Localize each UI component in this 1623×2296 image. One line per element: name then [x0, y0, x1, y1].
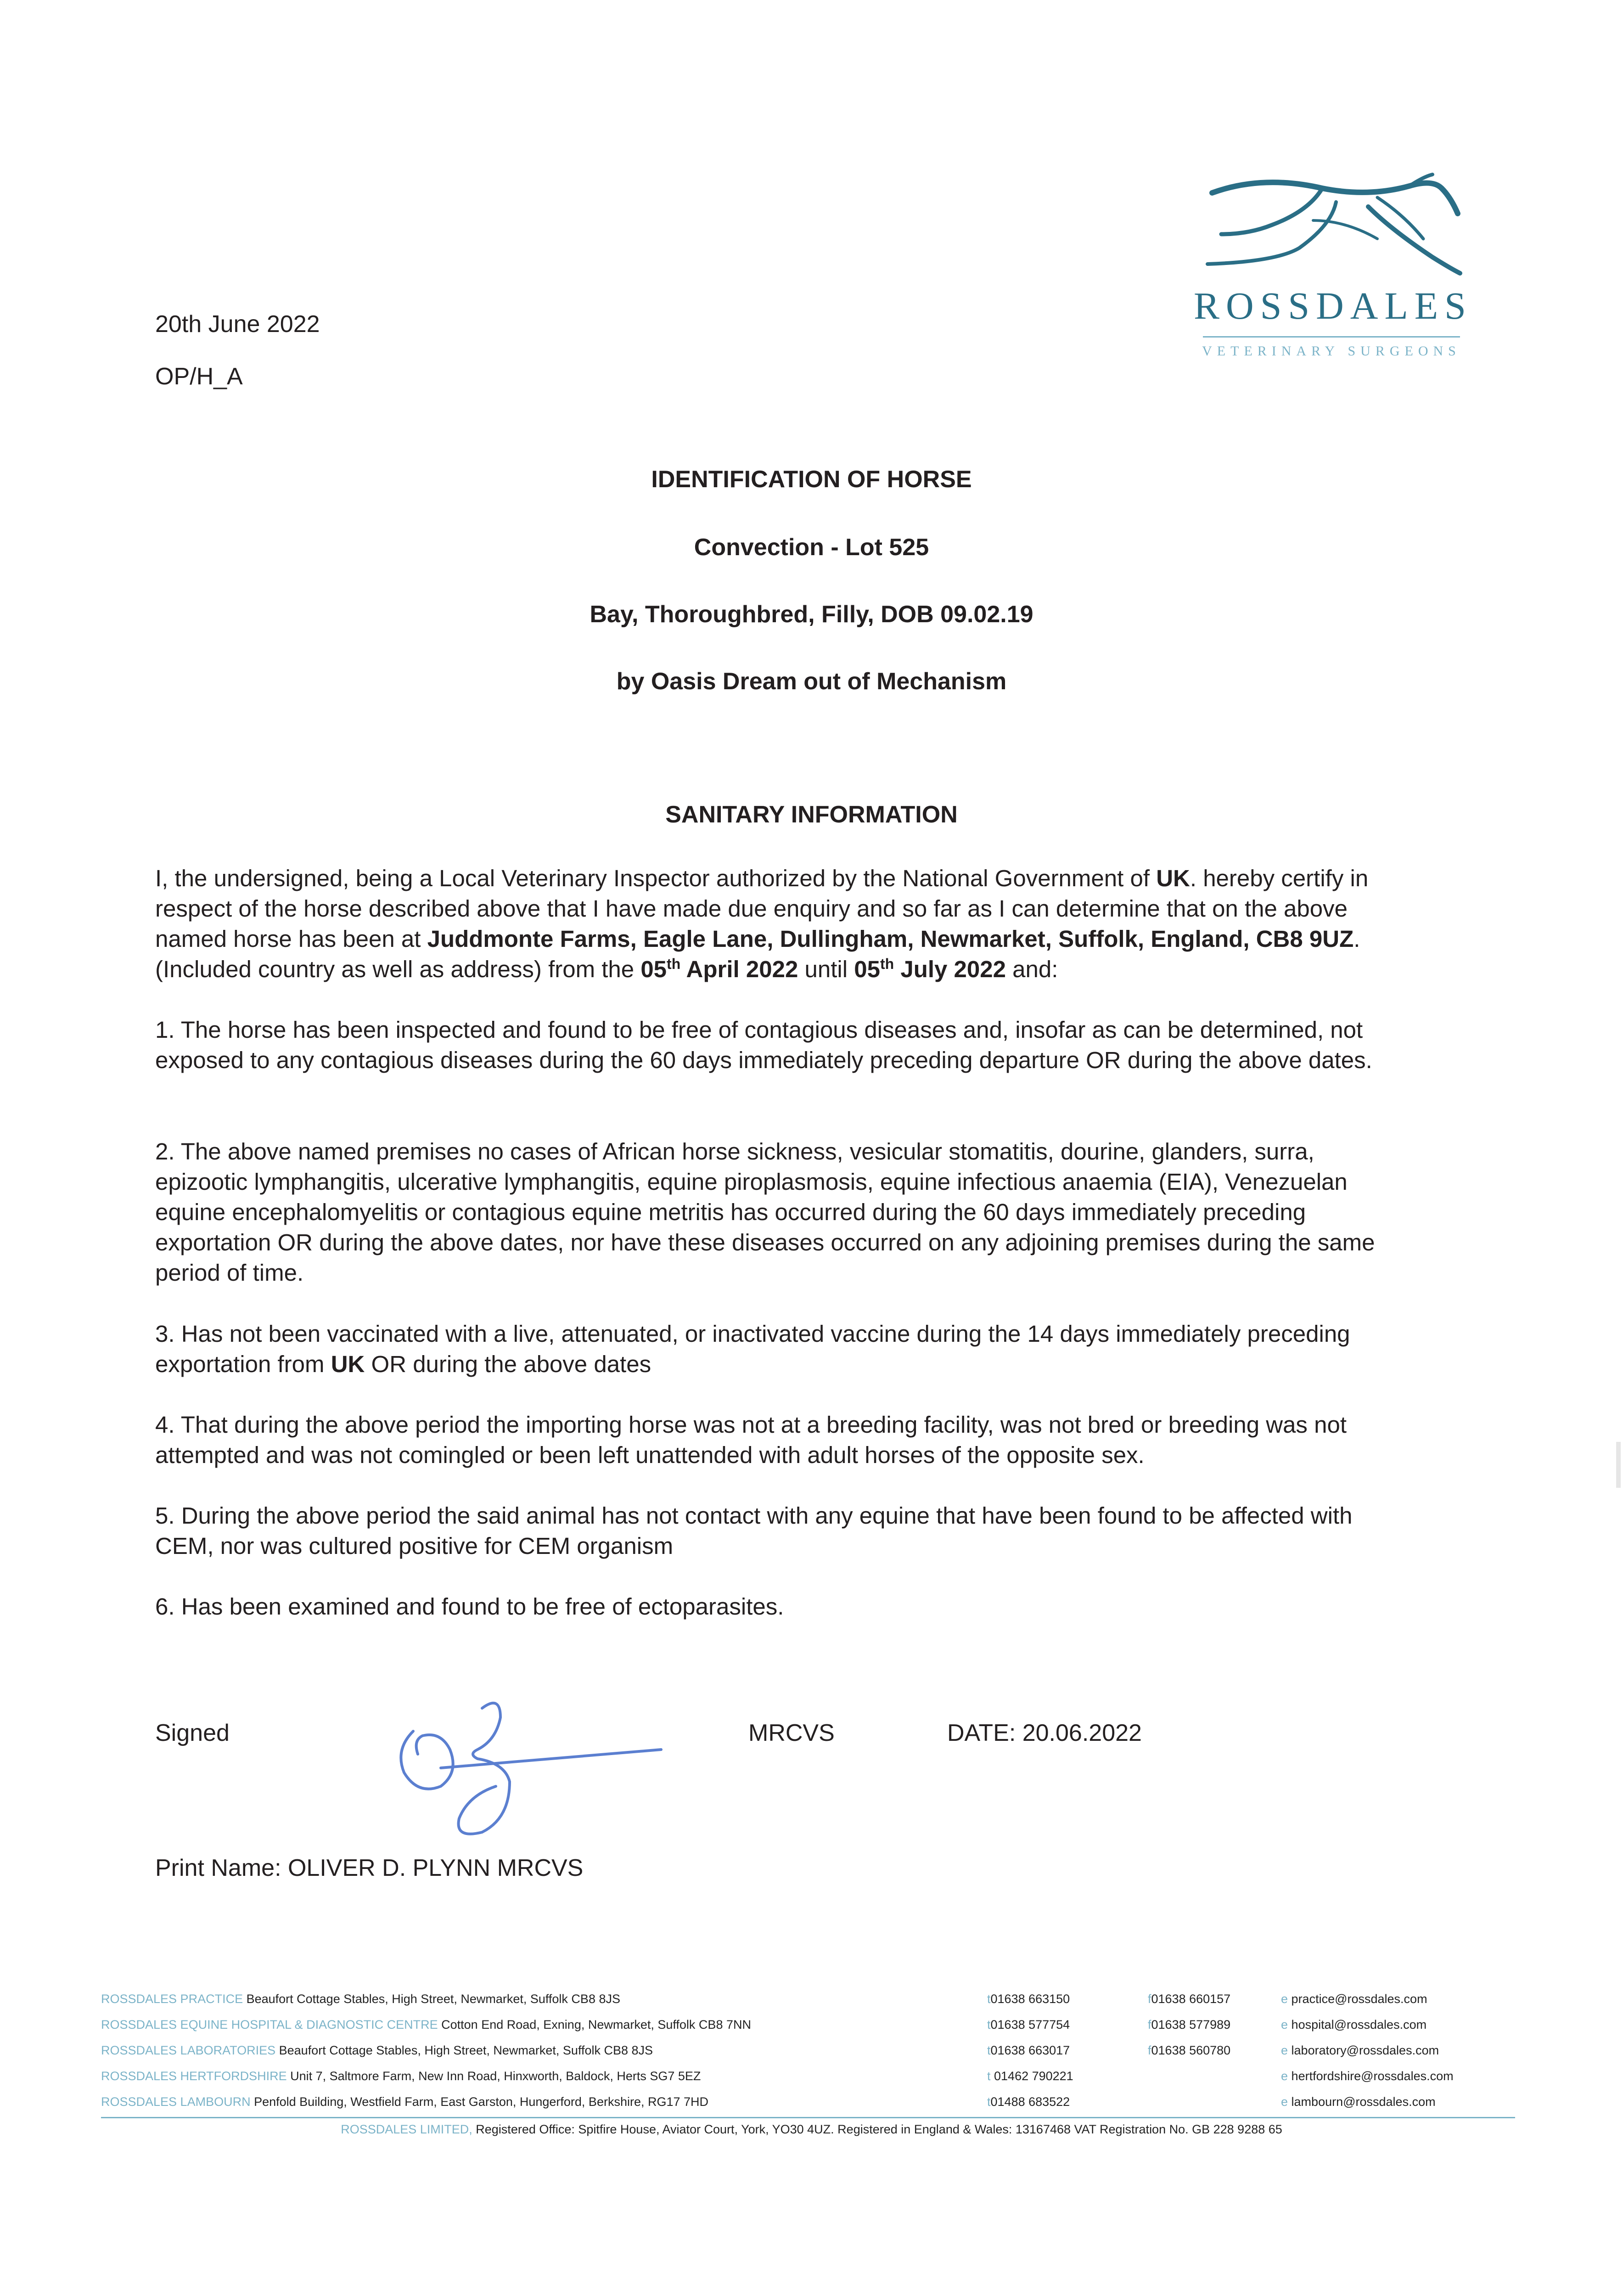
condition-item-4: 4. That during the above period the importing horse was not at a breeding facility, was not bred or breeding was not attempted and was not comingled or been left unattended with adult horses of the opposite sex.: [155, 1412, 1347, 1468]
footer-email-lambourn[interactable]: e lambourn@rossdales.com: [1281, 2095, 1436, 2109]
letter-date: 20th June 2022: [155, 311, 320, 338]
intro-text: . hereby certify in respect of the horse described above that I have made due enquiry and so far as I can determine that on the above named horse has been at: [155, 865, 1369, 952]
footer-fax-practice: f01638 660157: [1148, 1992, 1231, 2006]
from-date: 05th April 2022: [640, 956, 798, 982]
footer-tel-laboratories: t01638 663017: [987, 2043, 1070, 2057]
intro-text: I, the undersigned, being a Local Veterinary Inspector authorized by the National Government of: [155, 865, 1157, 891]
intro-country: UK: [1156, 865, 1190, 891]
logo-divider: [1203, 336, 1460, 338]
footer-email-hertfordshire[interactable]: e hertfordshire@rossdales.com: [1281, 2069, 1454, 2083]
condition-item-2: 2. The above named premises no cases of African horse sickness, vesicular stomatitis, dourine, glanders, surra, epizootic lymphangitis, ulcerative lymphangitis, equine piroplasmosis, equine infectious anaemia (EIA), Venezuelan equine encephalomyelitis or contagious equine metritis has occurred during the 60 days immediately preceding exportation OR during the above dates, nor have these diseases occurred on any adjoining premises during the same period of time.: [155, 1138, 1375, 1286]
signature-date: DATE: 20.06.2022: [947, 1720, 1142, 1746]
horse-pedigree: by Oasis Dream out of Mechanism: [616, 668, 1007, 695]
footer-address-lambourn: ROSSDALES LAMBOURN Penfold Building, Westfield Farm, East Garston, Hungerford, Berkshire, RG17 7HD: [101, 2095, 709, 2109]
condition-item-3: 3. Has not been vaccinated with a live, attenuated, or inactivated vaccine during the 14 days immediately preceding exportation from UK OR during the above dates: [155, 1321, 1350, 1377]
horse-logo-icon: [1194, 170, 1469, 280]
footer-fax-laboratories: f01638 560780: [1148, 2043, 1231, 2057]
intro-text: until: [798, 956, 854, 982]
footer-divider: [101, 2117, 1515, 2118]
footer-address-hertfordshire: ROSSDALES HERTFORDSHIRE Unit 7, Saltmore Farm, New Inn Road, Hinxworth, Baldock, Herts SG7 5EZ: [101, 2069, 701, 2083]
rossdales-logo: [1194, 170, 1472, 372]
intro-text: and:: [1006, 956, 1058, 982]
footer-email-practice[interactable]: e practice@rossdales.com: [1281, 1992, 1427, 2006]
condition-item-1: 1. The horse has been inspected and found to be free of contagious diseases and, insofar as can be determined, not exposed to any contagious diseases during the 60 days immediately preceding departure OR during the above dates.: [155, 1017, 1372, 1073]
footer-tel-practice: t01638 663150: [987, 1992, 1070, 2006]
condition-item-6: 6. Has been examined and found to be free of ectoparasites.: [155, 1593, 784, 1620]
footer-address-laboratories: ROSSDALES LABORATORIES Beaufort Cottage Stables, High Street, Newmarket, Suffolk CB8 8JS: [101, 2043, 653, 2057]
footer-email-hospital[interactable]: e hospital@rossdales.com: [1281, 2018, 1427, 2032]
footer-email-laboratories[interactable]: e laboratory@rossdales.com: [1281, 2043, 1439, 2057]
signed-label: Signed: [155, 1720, 230, 1746]
footer-tel-hertfordshire: t 01462 790221: [987, 2069, 1073, 2083]
until-date: 05th July 2022: [854, 956, 1006, 982]
sanitary-heading: SANITARY INFORMATION: [665, 801, 958, 828]
footer-tel-lambourn: t01488 683522: [987, 2095, 1070, 2109]
print-name: Print Name: OLIVER D. PLYNN MRCVS: [155, 1855, 584, 1881]
footer-address-hospital: ROSSDALES EQUINE HOSPITAL & DIAGNOSTIC CENTRE Cotton End Road, Exning, Newmarket, Suffolk CB8 7NN: [101, 2018, 751, 2032]
mrcvs-label: MRCVS: [748, 1720, 835, 1746]
footer-fax-hospital: f01638 577989: [1148, 2018, 1231, 2032]
letter-reference: OP/H_A: [155, 363, 243, 390]
scan-edge-mark: [1616, 1442, 1621, 1488]
logo-subtitle: VETERINARY SURGEONS: [1202, 343, 1461, 359]
footer-tel-hospital: t01638 577754: [987, 2018, 1070, 2032]
logo-name: ROSSDALES: [1194, 285, 1472, 327]
horse-description: Bay, Thoroughbred, Filly, DOB 09.02.19: [590, 601, 1033, 628]
certification-intro: [155, 863, 1395, 985]
identification-heading: IDENTIFICATION OF HORSE: [651, 466, 972, 493]
footer-registration: ROSSDALES LIMITED, Registered Office: Spitfire House, Aviator Court, York, YO30 4UZ. Registered in England & Wales: 13167468 VAT Registration No. GB 228 9288 65: [341, 2122, 1282, 2136]
footer-address-practice: ROSSDALES PRACTICE Beaufort Cottage Stables, High Street, Newmarket, Suffolk CB8 8JS: [101, 1992, 620, 2006]
intro-text: . (Included country as well as address) from the: [155, 926, 1360, 982]
intro-premises: Juddmonte Farms, Eagle Lane, Dullingham, Newmarket, Suffolk, England, CB8 9UZ: [427, 926, 1354, 952]
condition-item-5: 5. During the above period the said animal has not contact with any equine that have been found to be affected with CEM, nor was cultured positive for CEM organism: [155, 1503, 1353, 1559]
handwritten-signature: [386, 1681, 670, 1846]
horse-name-lot: Convection - Lot 525: [694, 534, 929, 561]
